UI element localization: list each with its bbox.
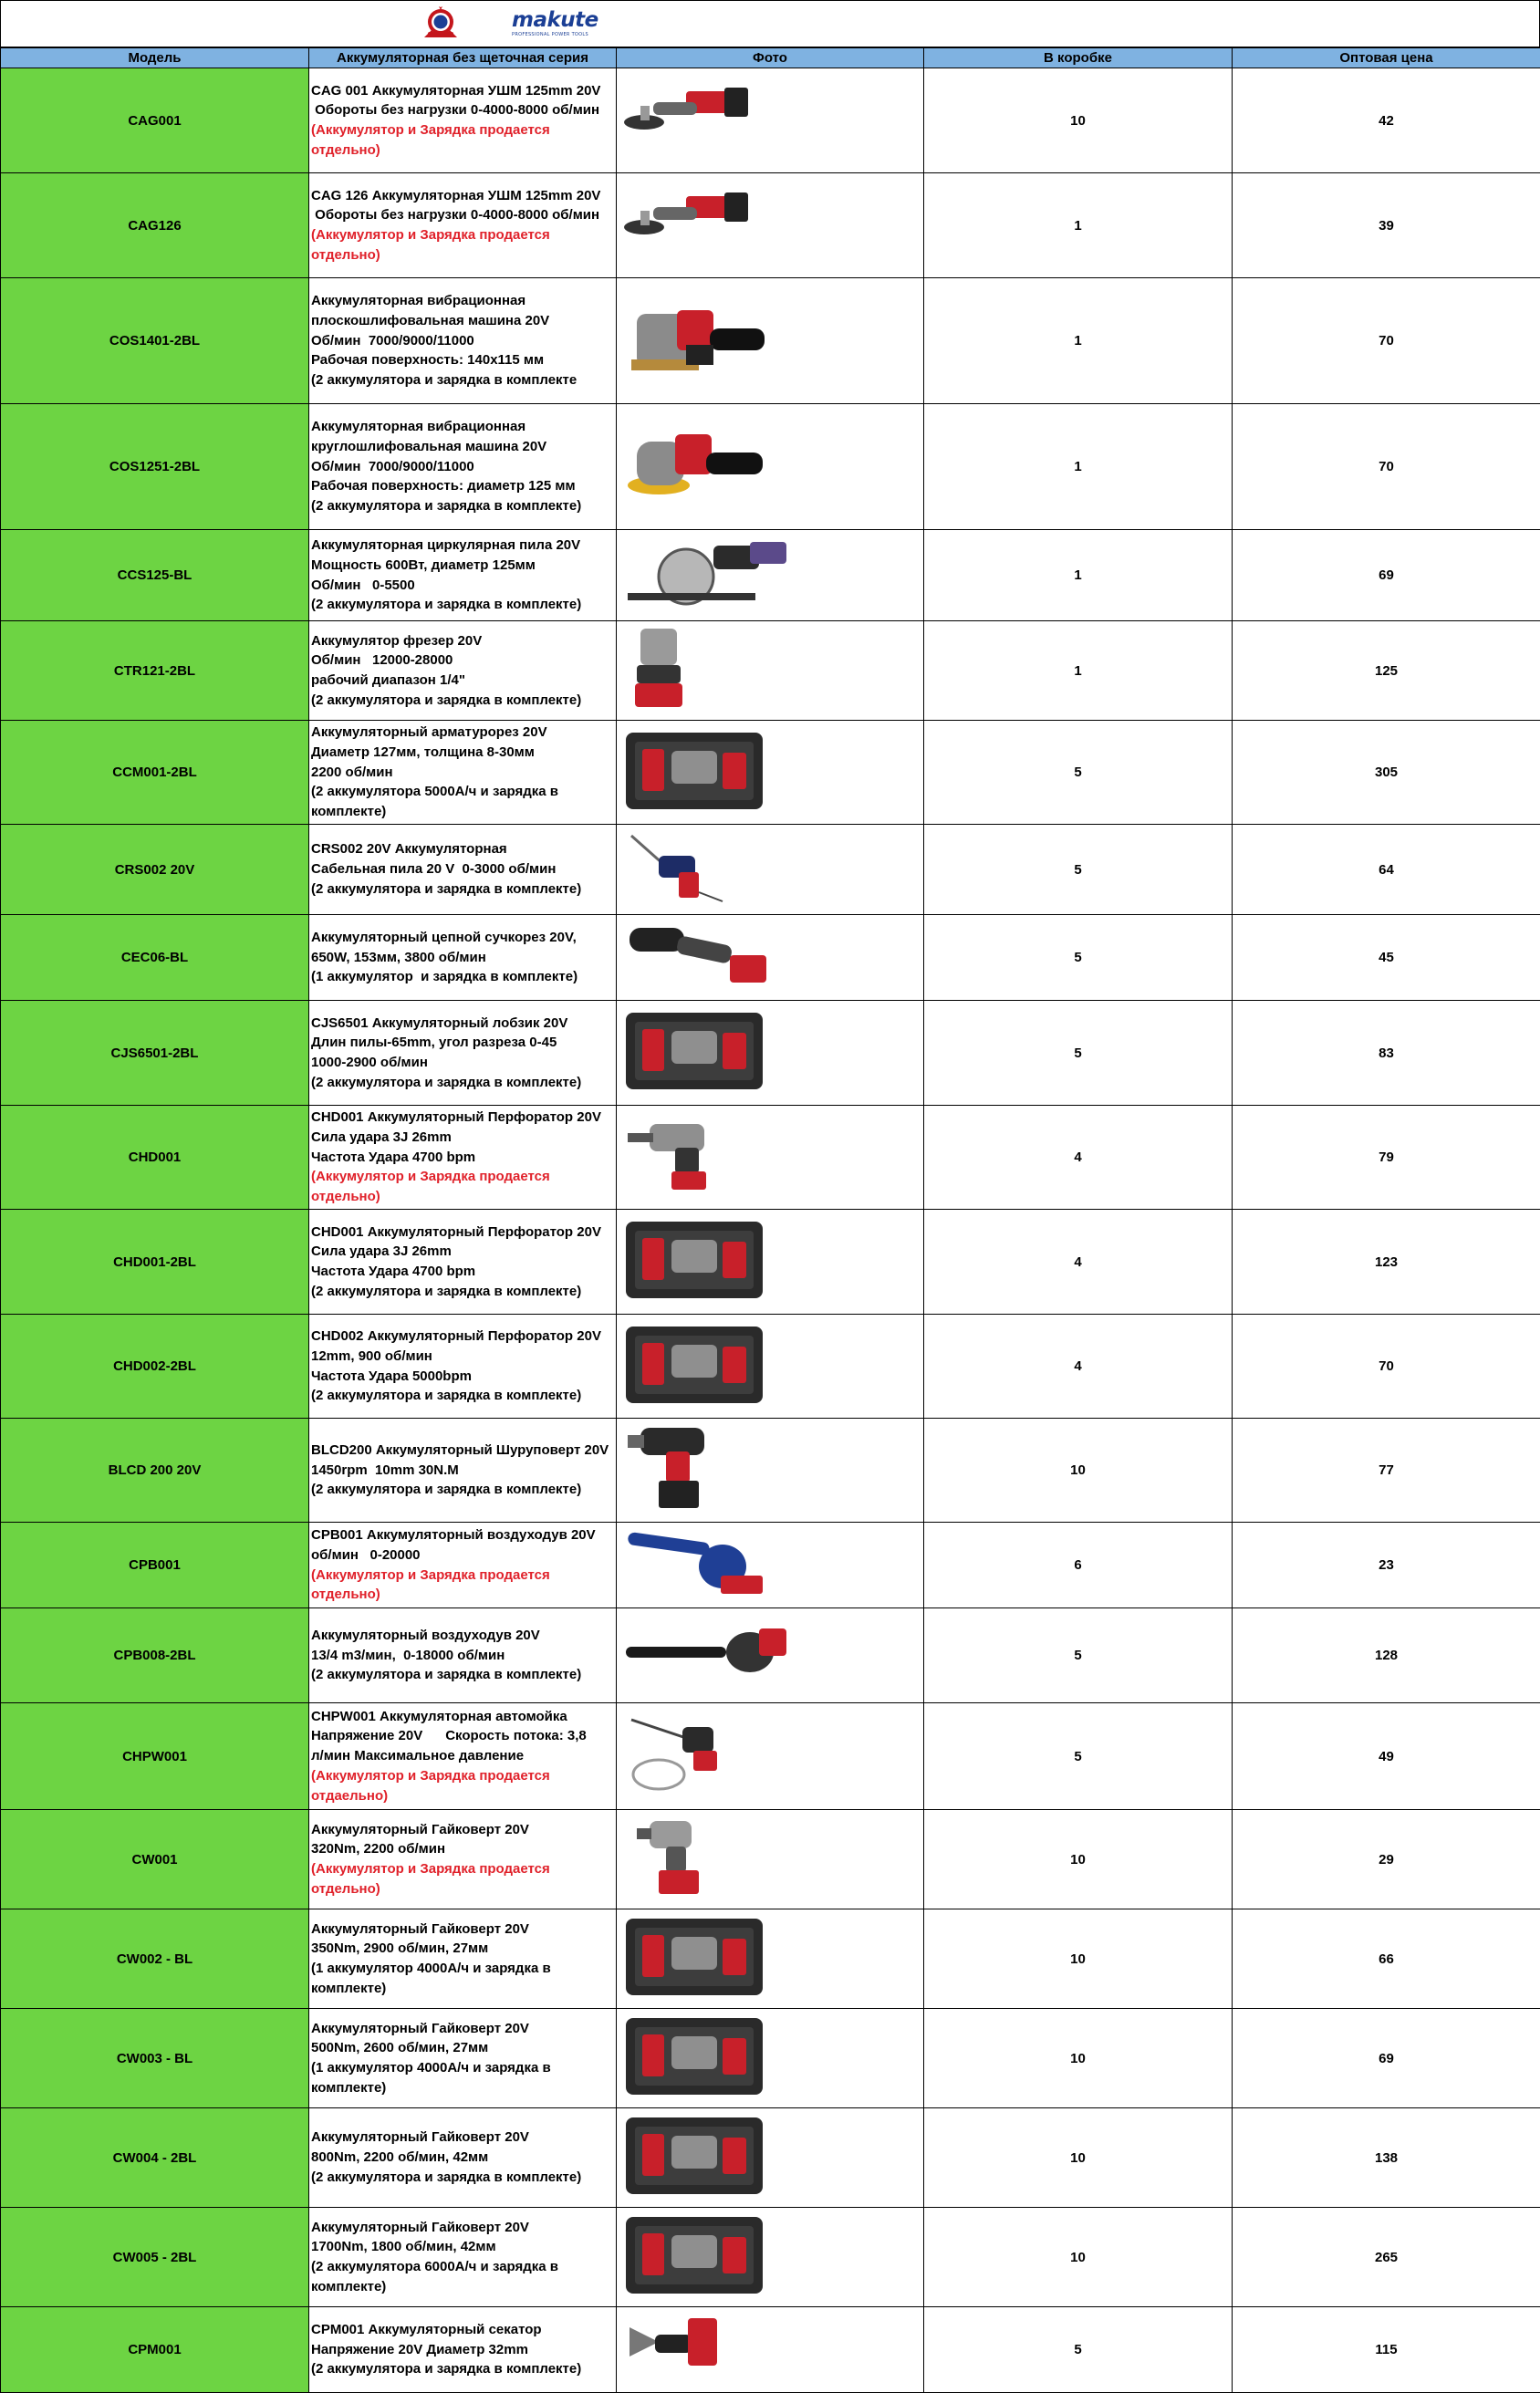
description-line: круглошлифовальная машина 20V (311, 437, 614, 457)
description-cell (309, 1608, 617, 1703)
wholesale-price-cell: 49 (1233, 1703, 1540, 1810)
description-line: 650W, 153мм, 3800 об/мин (311, 948, 614, 968)
description-cell (309, 915, 617, 1001)
model-cell: CAG126 (1, 173, 309, 278)
model-cell: CW002 - BL (1, 1909, 309, 2009)
description-cell (309, 1001, 617, 1106)
long-blower-icon (622, 1621, 920, 1690)
brand-tagline: PROFESSIONAL POWER TOOLS (512, 32, 612, 38)
photo-cell (617, 2208, 924, 2307)
description-cell (309, 1106, 617, 1210)
model-cell: BLCD 200 20V (1, 1419, 309, 1523)
description-line: Об/мин 7000/9000/11000 (311, 331, 614, 351)
description-line: Аккумуляторная вибрационная (311, 291, 614, 311)
description-line: (2 аккумулятора и зарядка в комплекте (311, 370, 614, 390)
table-row (1, 173, 1540, 278)
box-quantity-cell: 4 (924, 1210, 1233, 1315)
description-line: Аккумуляторный Гайковерт 20V (311, 2128, 614, 2148)
photo-cell (617, 825, 924, 915)
description-line: (2 аккумулятора и зарядка в комплекте) (311, 2168, 614, 2188)
description-line: (2 аккумулятора и зарядка в комплекте) (311, 1480, 614, 1500)
description-line: Сила удара 3J 26mm (311, 1242, 614, 1262)
description-line: рабочий диапазон 1/4" (311, 671, 614, 691)
brand-logo (512, 8, 612, 43)
description-line: (2 аккумулятора и зарядка в комплекте) (311, 2359, 614, 2379)
box-quantity-cell: 1 (924, 621, 1233, 721)
model-cell: CJS6501-2BL (1, 1001, 309, 1106)
description-line: (2 аккумулятора и зарядка в комплекте) (311, 1282, 614, 1302)
photo-cell (617, 1419, 924, 1523)
description-line: Аккумуляторный Гайковерт 20V (311, 2218, 614, 2238)
description-line: Частота Удара 5000bpm (311, 1367, 614, 1387)
description-line: (2 аккумулятора и зарядка в комплекте) (311, 1073, 614, 1093)
description-line: Аккумуляторный воздуходув 20V (311, 1626, 614, 1646)
description-line: (1 аккумулятор 4000А/ч и зарядка в (311, 1959, 614, 1979)
rotary-hammer-icon (622, 1117, 920, 1199)
table-row (1, 404, 1540, 530)
description-line: (2 аккумулятора и зарядка в комплекте) (311, 1665, 614, 1685)
box-quantity-cell: 10 (924, 2108, 1233, 2208)
box-quantity-cell: 10 (924, 1419, 1233, 1523)
sold-separately-note: (Аккумулятор и Зарядка продается отдаельно) (311, 1766, 614, 1805)
table-row (1, 68, 1540, 173)
description-line: Сила удара 3J 26mm (311, 1128, 614, 1148)
description-line: Рабочая поверхность: 140х115 мм (311, 350, 614, 370)
table-row (1, 278, 1540, 404)
model-cell: CHD001 (1, 1106, 309, 1210)
router-icon (622, 625, 920, 716)
orbital-sander-icon (622, 296, 920, 387)
description-line: (2 аккумулятора и зарядка в комплекте) (311, 1386, 614, 1406)
description-line: Аккумуляторный цепной сучкорез 20V, (311, 928, 614, 948)
photo-cell (617, 915, 924, 1001)
photo-cell (617, 721, 924, 825)
description-line: 1000-2900 об/мин (311, 1053, 614, 1073)
model-cell: CTR121-2BL (1, 621, 309, 721)
description-cell (309, 2208, 617, 2307)
box-quantity-cell: 10 (924, 1810, 1233, 1909)
description-line: комплекте) (311, 802, 614, 822)
sold-separately-note: (Аккумулятор и Зарядка продается отдельно) (311, 225, 614, 265)
box-quantity-cell: 5 (924, 1608, 1233, 1703)
wholesale-price-cell: 79 (1233, 1106, 1540, 1210)
description-cell (309, 2009, 617, 2108)
description-line: CAG 126 Аккумуляторная УШМ 125mm 20V (311, 186, 614, 206)
wholesale-price-cell: 138 (1233, 2108, 1540, 2208)
model-cell: CRS002 20V (1, 825, 309, 915)
description-cell (309, 1419, 617, 1523)
table-row (1, 2208, 1540, 2307)
description-cell (309, 530, 617, 621)
table-row (1, 1909, 1540, 2009)
box-quantity-cell: 1 (924, 173, 1233, 278)
description-line: Напряжение 20V Диаметр 32mm (311, 2340, 614, 2360)
photo-cell (617, 1608, 924, 1703)
table-row (1, 2009, 1540, 2108)
table-row (1, 2108, 1540, 2208)
tool-case-icon (622, 1321, 920, 1412)
header-model: Модель (1, 48, 309, 68)
description-line: Аккумулятор фрезер 20V (311, 631, 614, 651)
description-line: BLCD200 Аккумуляторный Шуруповерт 20V (311, 1441, 614, 1461)
description-cell (309, 2108, 617, 2208)
description-cell (309, 2307, 617, 2393)
model-cell: CHPW001 (1, 1703, 309, 1810)
drill-icon (622, 1422, 920, 1518)
description-cell (309, 1810, 617, 1909)
description-line: (1 аккумулятор 4000А/ч и зарядка в (311, 2058, 614, 2078)
wholesale-price-cell: 39 (1233, 173, 1540, 278)
description-line: CHD001 Аккумуляторный Перфоратор 20V (311, 1223, 614, 1243)
table-row (1, 915, 1540, 1001)
sold-separately-note: (Аккумулятор и Зарядка продается отдельно) (311, 1566, 614, 1605)
description-line: Частота Удара 4700 bpm (311, 1262, 614, 1282)
description-cell (309, 825, 617, 915)
description-line: CPB001 Аккумуляторный воздуходув 20V (311, 1525, 614, 1545)
seal-logo-icon (419, 5, 463, 41)
description-cell (309, 721, 617, 825)
description-line: CAG 001 Аккумуляторная УШМ 125mm 20V (311, 81, 614, 101)
description-line: 2200 об/мин (311, 763, 614, 783)
description-line: CPM001 Аккумуляторный секатор (311, 2320, 614, 2340)
logo-row (0, 0, 1540, 47)
tool-case-icon (622, 1216, 920, 1307)
description-line: (2 аккумулятора и зарядка в комплекте) (311, 595, 614, 615)
description-line: 1700Nm, 1800 об/мин, 42мм (311, 2237, 614, 2257)
description-line: Диаметр 127мм, толщина 8-30мм (311, 743, 614, 763)
brand-name: makute (512, 8, 612, 32)
table-row (1, 530, 1540, 621)
description-cell (309, 1703, 617, 1810)
wholesale-price-cell: 77 (1233, 1419, 1540, 1523)
description-line: Аккумуляторный Гайковерт 20V (311, 1820, 614, 1840)
table-row (1, 721, 1540, 825)
wholesale-price-cell: 128 (1233, 1608, 1540, 1703)
description-line: Частота Удара 4700 bpm (311, 1148, 614, 1168)
description-cell (309, 404, 617, 530)
model-cell: CEC06-BL (1, 915, 309, 1001)
photo-cell (617, 621, 924, 721)
description-line: Аккумуляторный арматурорез 20V (311, 723, 614, 743)
description-line: Аккумуляторная вибрационная (311, 417, 614, 437)
description-cell (309, 1523, 617, 1608)
description-cell (309, 68, 617, 173)
model-cell: COS1401-2BL (1, 278, 309, 404)
box-quantity-cell: 5 (924, 1703, 1233, 1810)
description-line: Обороты без нагрузки 0-4000-8000 об/мин (311, 100, 614, 120)
description-line: л/мин Максимальное давление (311, 1746, 614, 1766)
impact-driver-icon (622, 1814, 920, 1905)
table-row (1, 1810, 1540, 1909)
wholesale-price-cell: 70 (1233, 278, 1540, 404)
description-line: Мощность 600Вт, диаметр 125мм (311, 556, 614, 576)
wholesale-price-cell: 69 (1233, 530, 1540, 621)
description-cell (309, 173, 617, 278)
photo-cell (617, 2307, 924, 2393)
box-quantity-cell: 10 (924, 1909, 1233, 2009)
description-line: CJS6501 Аккумуляторный лобзик 20V (311, 1014, 614, 1034)
photo-cell (617, 278, 924, 404)
description-line: плоскошлифовальная машина 20V (311, 311, 614, 331)
table-row (1, 1523, 1540, 1608)
box-quantity-cell: 5 (924, 1001, 1233, 1106)
description-line: 12mm, 900 об/мин (311, 1347, 614, 1367)
description-line: комплекте) (311, 1979, 614, 1999)
model-cell: CCM001-2BL (1, 721, 309, 825)
model-cell: CW005 - 2BL (1, 2208, 309, 2307)
photo-cell (617, 530, 924, 621)
description-line: CRS002 20V Аккумуляторная (311, 839, 614, 859)
box-quantity-cell: 1 (924, 404, 1233, 530)
description-cell (309, 1210, 617, 1315)
box-quantity-cell: 4 (924, 1315, 1233, 1419)
photo-cell (617, 1106, 924, 1210)
model-cell: CW004 - 2BL (1, 2108, 309, 2208)
description-cell (309, 1909, 617, 2009)
header-series: Аккумуляторная без щеточная серия (309, 48, 617, 68)
description-line: Об/мин 7000/9000/11000 (311, 457, 614, 477)
tool-case-icon (622, 727, 920, 818)
circular-saw-icon (622, 536, 920, 614)
table-row (1, 2307, 1540, 2393)
description-line: (2 аккумулятора и зарядка в комплекте) (311, 879, 614, 900)
description-line: 500Nm, 2600 об/мин, 27мм (311, 2038, 614, 2058)
model-cell: CW001 (1, 1810, 309, 1909)
photo-cell (617, 1210, 924, 1315)
box-quantity-cell: 6 (924, 1523, 1233, 1608)
model-cell: CCS125-BL (1, 530, 309, 621)
header-box: В коробке (924, 48, 1233, 68)
tool-case-icon (622, 2112, 920, 2203)
wholesale-price-cell: 125 (1233, 621, 1540, 721)
description-line: 320Nm, 2200 об/мин (311, 1839, 614, 1859)
tool-case-icon (622, 2013, 920, 2104)
table-row (1, 1315, 1540, 1419)
box-quantity-cell: 10 (924, 2009, 1233, 2108)
header-price: Оптовая цена (1233, 48, 1540, 68)
description-cell (309, 278, 617, 404)
description-line: 13/4 m3/мин, 0-18000 об/мин (311, 1646, 614, 1666)
description-line: Аккумуляторная циркулярная пила 20V (311, 536, 614, 556)
photo-cell (617, 173, 924, 278)
photo-cell (617, 2009, 924, 2108)
table-row (1, 621, 1540, 721)
wholesale-price-cell: 66 (1233, 1909, 1540, 2009)
model-cell: CHD001-2BL (1, 1210, 309, 1315)
pressure-washer-icon (622, 1711, 920, 1802)
box-quantity-cell: 1 (924, 530, 1233, 621)
description-line: CHD001 Аккумуляторный Перфоратор 20V (311, 1108, 614, 1128)
description-line: (2 аккумулятора 5000А/ч и зарядка в (311, 782, 614, 802)
description-line: Аккумуляторный Гайковерт 20V (311, 2019, 614, 2039)
model-cell: CPB001 (1, 1523, 309, 1608)
description-cell (309, 621, 617, 721)
sold-separately-note: (Аккумулятор и Зарядка продается отдельно) (311, 1859, 614, 1899)
box-quantity-cell: 5 (924, 825, 1233, 915)
wholesale-price-cell: 70 (1233, 404, 1540, 530)
table-row (1, 1419, 1540, 1523)
description-line: Напряжение 20V Скорость потока: 3,8 (311, 1726, 614, 1746)
photo-cell (617, 68, 924, 173)
description-line: Об/мин 12000-28000 (311, 650, 614, 671)
description-line: Длин пилы-65mm, угол разреза 0-45 (311, 1033, 614, 1053)
model-cell: CPM001 (1, 2307, 309, 2393)
description-line: CHPW001 Аккумуляторная автомойка (311, 1707, 614, 1727)
table-row (1, 1210, 1540, 1315)
description-line: 800Nm, 2200 об/мин, 42мм (311, 2148, 614, 2168)
description-line: Обороты без нагрузки 0-4000-8000 об/мин (311, 205, 614, 225)
box-quantity-cell: 10 (924, 2208, 1233, 2307)
wholesale-price-cell: 305 (1233, 721, 1540, 825)
photo-cell (617, 1909, 924, 2009)
wholesale-price-cell: 45 (1233, 915, 1540, 1001)
header-photo: Фото (617, 48, 924, 68)
sold-separately-note: (Аккумулятор и Зарядка продается отдельно) (311, 120, 614, 160)
description-line: Об/мин 0-5500 (311, 576, 614, 596)
description-line: CHD002 Аккумуляторный Перфоратор 20V (311, 1327, 614, 1347)
box-quantity-cell: 5 (924, 915, 1233, 1001)
wholesale-price-cell: 265 (1233, 2208, 1540, 2307)
description-line: 1450rpm 10mm 30N.M (311, 1461, 614, 1481)
model-cell: COS1251-2BL (1, 404, 309, 530)
reciprocating-saw-icon (622, 828, 920, 910)
description-line: об/мин 0-20000 (311, 1545, 614, 1566)
description-line: (2 аккумулятора и зарядка в комплекте) (311, 691, 614, 711)
table-row (1, 825, 1540, 915)
angle-grinder-icon (622, 82, 920, 160)
photo-cell (617, 1001, 924, 1106)
box-quantity-cell: 10 (924, 68, 1233, 173)
box-quantity-cell: 4 (924, 1106, 1233, 1210)
round-sander-icon (622, 421, 920, 513)
wholesale-price-cell: 23 (1233, 1523, 1540, 1608)
table-row (1, 1106, 1540, 1210)
model-cell: CHD002-2BL (1, 1315, 309, 1419)
wholesale-price-cell: 69 (1233, 2009, 1540, 2108)
wholesale-price-cell: 29 (1233, 1810, 1540, 1909)
description-line: Аккумуляторный Гайковерт 20V (311, 1920, 614, 1940)
description-line: комплекте) (311, 2078, 614, 2098)
table-body (1, 68, 1540, 2393)
sold-separately-note: (Аккумулятор и Зарядка продается отдельно) (311, 1167, 614, 1206)
model-cell: CAG001 (1, 68, 309, 173)
description-line: (2 аккумулятора 6000А/ч и зарядка в (311, 2257, 614, 2277)
angle-grinder-icon (622, 187, 920, 265)
photo-cell (617, 1315, 924, 1419)
box-quantity-cell: 5 (924, 721, 1233, 825)
wholesale-price-cell: 115 (1233, 2307, 1540, 2393)
wholesale-price-cell: 123 (1233, 1210, 1540, 1315)
photo-cell (617, 1703, 924, 1810)
wholesale-price-cell: 83 (1233, 1001, 1540, 1106)
wholesale-price-cell: 42 (1233, 68, 1540, 173)
description-line: комплекте) (311, 2277, 614, 2297)
model-cell: CW003 - BL (1, 2009, 309, 2108)
table-row (1, 1703, 1540, 1810)
tool-case-icon (622, 1007, 920, 1098)
tool-case-icon (622, 2211, 920, 2303)
product-table (0, 47, 1540, 2393)
model-cell: CPB008-2BL (1, 1608, 309, 1703)
description-cell (309, 1315, 617, 1419)
blower-icon (622, 1526, 920, 1604)
description-line: Сабельная пила 20 V 0-3000 об/мин (311, 859, 614, 879)
photo-cell (617, 2108, 924, 2208)
box-quantity-cell: 5 (924, 2307, 1233, 2393)
header-row (1, 48, 1540, 68)
wholesale-price-cell: 64 (1233, 825, 1540, 915)
description-line: 350Nm, 2900 об/мин, 27мм (311, 1939, 614, 1959)
box-quantity-cell: 1 (924, 278, 1233, 404)
tool-case-icon (622, 1913, 920, 2004)
table-row (1, 1608, 1540, 1703)
photo-cell (617, 1810, 924, 1909)
table-row (1, 1001, 1540, 1106)
photo-cell (617, 1523, 924, 1608)
pruning-saw-icon (622, 919, 920, 996)
photo-cell (617, 404, 924, 530)
description-line: (2 аккумулятора и зарядка в комплекте) (311, 496, 614, 516)
description-line: Рабочая поверхность: диаметр 125 мм (311, 476, 614, 496)
wholesale-price-cell: 70 (1233, 1315, 1540, 1419)
pruner-icon (622, 2311, 920, 2388)
description-line: (1 аккумулятор и зарядка в комплекте) (311, 967, 614, 987)
